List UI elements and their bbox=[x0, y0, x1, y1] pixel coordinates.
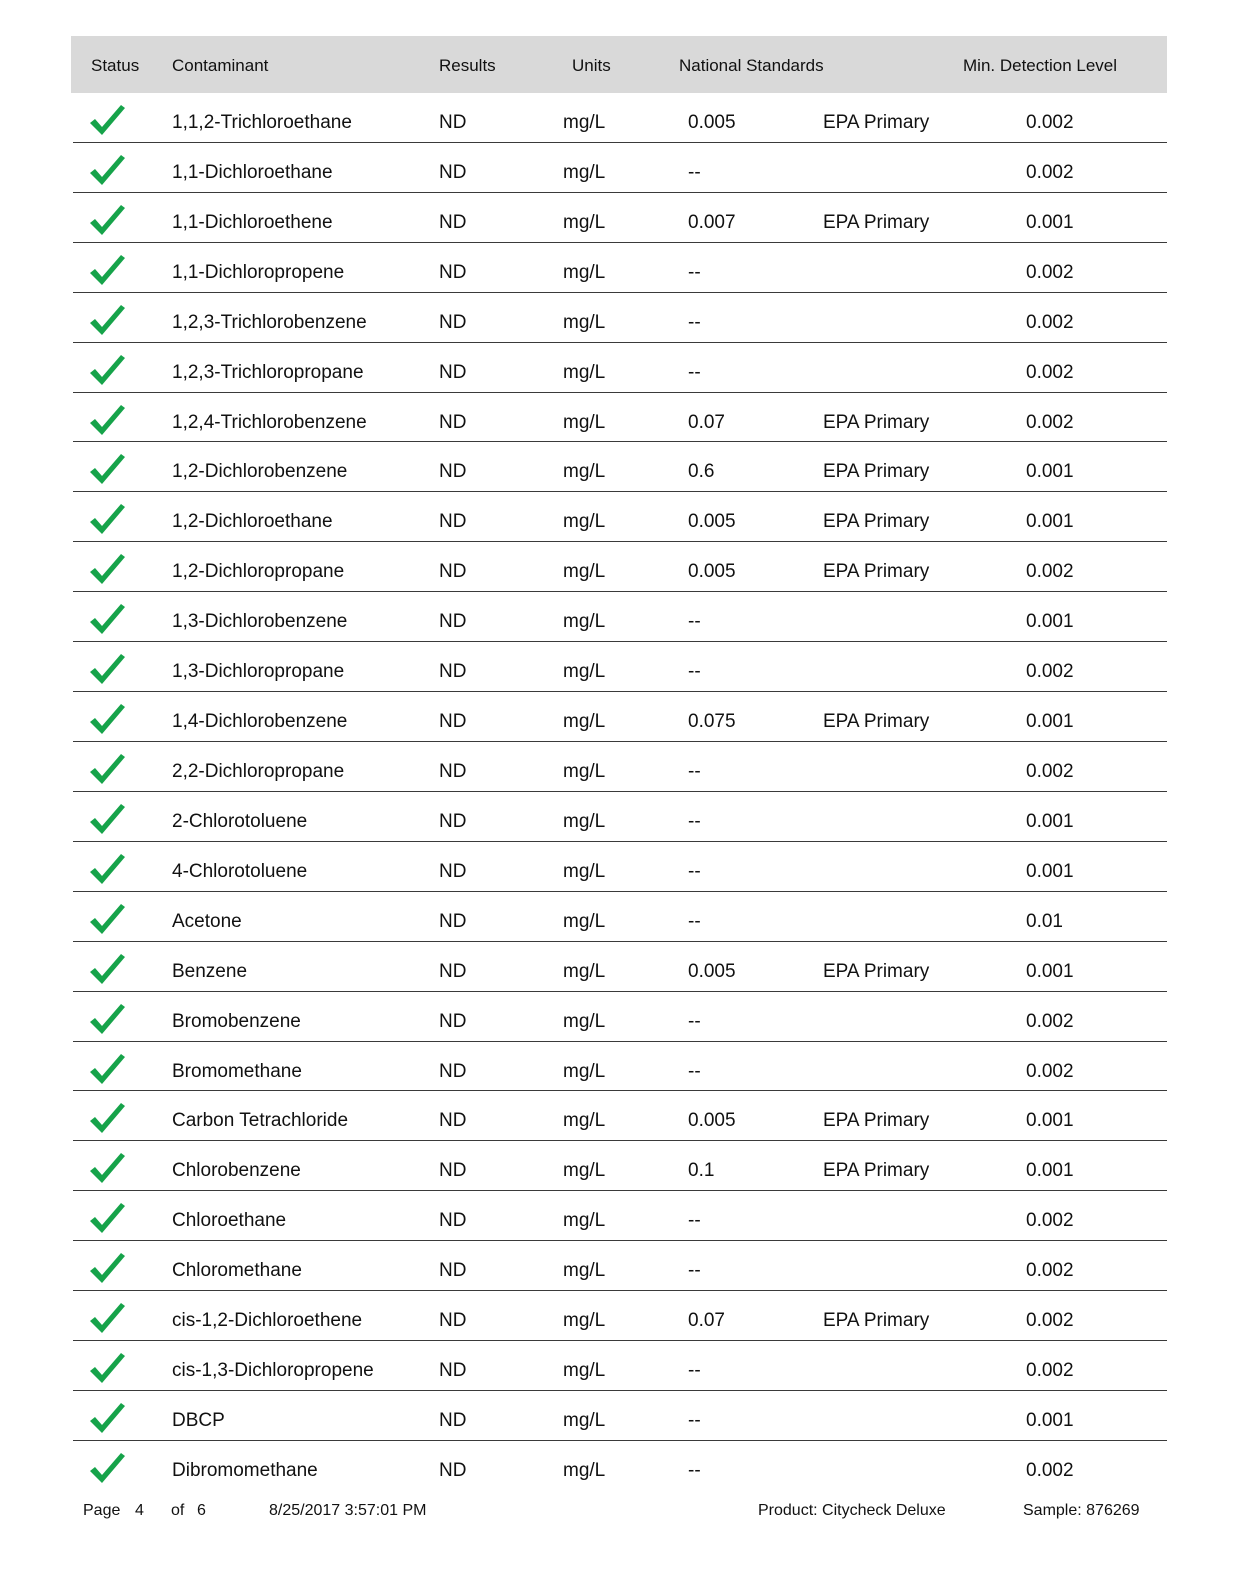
standard-value: -- bbox=[688, 1010, 701, 1032]
unit-value: mg/L bbox=[563, 910, 606, 932]
result-value: ND bbox=[439, 1210, 467, 1232]
result-value: ND bbox=[439, 760, 467, 782]
standard-value: -- bbox=[688, 261, 701, 283]
unit-value: mg/L bbox=[563, 1110, 606, 1132]
contaminant-name: 1,2-Dichlorobenzene bbox=[172, 461, 348, 483]
min-detection-level: 0.002 bbox=[1026, 311, 1074, 333]
unit-value: mg/L bbox=[563, 461, 606, 483]
table-row bbox=[73, 393, 1167, 443]
result-value: ND bbox=[439, 860, 467, 882]
min-detection-level: 0.001 bbox=[1026, 1409, 1074, 1431]
standard-value: 0.005 bbox=[688, 960, 736, 982]
table-row bbox=[73, 343, 1167, 393]
standard-value: 0.005 bbox=[688, 561, 736, 583]
table-row bbox=[73, 492, 1167, 542]
min-detection-level: 0.001 bbox=[1026, 711, 1074, 733]
table-row bbox=[73, 892, 1167, 942]
checkmark-icon bbox=[88, 1451, 126, 1485]
result-value: ND bbox=[439, 211, 467, 233]
unit-value: mg/L bbox=[563, 411, 606, 433]
standard-value: -- bbox=[688, 1360, 701, 1382]
header-national-standards: National Standards bbox=[679, 56, 824, 75]
contaminant-name: 1,2-Dichloropropane bbox=[172, 561, 345, 583]
checkmark-icon bbox=[88, 1151, 126, 1185]
min-detection-level: 0.002 bbox=[1026, 411, 1074, 433]
product-name: Product: Citycheck Deluxe bbox=[758, 1502, 946, 1519]
contaminant-name: 1,1,2-Trichloroethane bbox=[172, 112, 352, 133]
table-row bbox=[73, 792, 1167, 842]
checkmark-icon bbox=[88, 153, 126, 187]
min-detection-level: 0.002 bbox=[1026, 1210, 1074, 1232]
unit-value: mg/L bbox=[563, 161, 606, 183]
checkmark-icon bbox=[88, 1401, 126, 1435]
result-value: ND bbox=[439, 1360, 467, 1382]
standard-value: 0.005 bbox=[688, 1110, 736, 1132]
min-detection-level: 0.002 bbox=[1026, 1360, 1074, 1382]
unit-value: mg/L bbox=[563, 960, 606, 982]
contaminant-name: 1,2,4-Trichlorobenzene bbox=[172, 411, 367, 433]
checkmark-icon bbox=[88, 1201, 126, 1235]
result-value: ND bbox=[439, 1160, 467, 1182]
header-status: Status bbox=[91, 56, 140, 75]
table-row bbox=[73, 143, 1167, 193]
standard-value: 0.005 bbox=[688, 511, 736, 533]
table-header bbox=[71, 36, 1167, 93]
unit-value: mg/L bbox=[563, 1210, 606, 1232]
unit-value: mg/L bbox=[563, 1459, 606, 1481]
result-value: ND bbox=[439, 261, 467, 283]
result-value: ND bbox=[439, 511, 467, 533]
table-row bbox=[73, 193, 1167, 243]
min-detection-level: 0.001 bbox=[1026, 461, 1074, 483]
result-value: ND bbox=[439, 810, 467, 832]
page-number: 4 bbox=[135, 1502, 144, 1519]
standard-agency: EPA Primary bbox=[823, 511, 930, 533]
checkmark-icon bbox=[88, 852, 126, 886]
min-detection-level: 0.001 bbox=[1026, 211, 1074, 233]
checkmark-icon bbox=[88, 902, 126, 936]
checkmark-icon bbox=[88, 702, 126, 736]
result-value: ND bbox=[439, 461, 467, 483]
result-value: ND bbox=[439, 1409, 467, 1431]
contaminant-name: Dibromomethane bbox=[172, 1459, 318, 1481]
min-detection-level: 0.002 bbox=[1026, 561, 1074, 583]
result-value: ND bbox=[439, 411, 467, 433]
table-row bbox=[73, 1091, 1167, 1141]
result-value: ND bbox=[439, 561, 467, 583]
standard-value: -- bbox=[688, 661, 701, 683]
table-row bbox=[73, 442, 1167, 492]
min-detection-level: 0.001 bbox=[1026, 611, 1074, 633]
unit-value: mg/L bbox=[563, 1010, 606, 1032]
standard-value: -- bbox=[688, 611, 701, 633]
unit-value: mg/L bbox=[563, 211, 606, 233]
standard-agency: EPA Primary bbox=[823, 711, 930, 733]
contaminant-name: 1,1-Dichloroethene bbox=[172, 211, 333, 233]
table-row bbox=[73, 243, 1167, 293]
checkmark-icon bbox=[88, 802, 126, 836]
min-detection-level: 0.001 bbox=[1026, 511, 1074, 533]
standard-value: 0.07 bbox=[688, 411, 725, 433]
checkmark-icon bbox=[88, 1002, 126, 1036]
checkmark-icon bbox=[88, 452, 126, 486]
standard-value: -- bbox=[688, 1409, 701, 1431]
standard-agency: EPA Primary bbox=[823, 211, 930, 233]
min-detection-level: 0.001 bbox=[1026, 810, 1074, 832]
checkmark-icon bbox=[88, 552, 126, 586]
result-value: ND bbox=[439, 960, 467, 982]
min-detection-level: 0.001 bbox=[1026, 960, 1074, 982]
header-contaminant: Contaminant bbox=[172, 56, 269, 75]
checkmark-icon bbox=[88, 952, 126, 986]
standard-agency: EPA Primary bbox=[823, 1110, 930, 1132]
standard-agency: EPA Primary bbox=[823, 411, 930, 433]
table-row bbox=[73, 1241, 1167, 1291]
contaminant-name: Bromomethane bbox=[172, 1060, 302, 1082]
unit-value: mg/L bbox=[563, 1260, 606, 1282]
min-detection-level: 0.002 bbox=[1026, 1310, 1074, 1332]
contaminant-name: Carbon Tetrachloride bbox=[172, 1110, 349, 1132]
contaminant-name: 1,1-Dichloroethane bbox=[172, 161, 333, 183]
unit-value: mg/L bbox=[563, 1310, 606, 1332]
unit-value: mg/L bbox=[563, 810, 606, 832]
standard-value: -- bbox=[688, 311, 701, 333]
checkmark-icon bbox=[88, 303, 126, 337]
unit-value: mg/L bbox=[563, 1409, 606, 1431]
min-detection-level: 0.001 bbox=[1026, 860, 1074, 882]
sample-id: Sample: 876269 bbox=[1023, 1502, 1140, 1519]
contaminant-name: Chloroethane bbox=[172, 1210, 287, 1232]
unit-value: mg/L bbox=[563, 1060, 606, 1082]
checkmark-icon bbox=[88, 203, 126, 237]
unit-value: mg/L bbox=[563, 311, 606, 333]
min-detection-level: 0.001 bbox=[1026, 1160, 1074, 1182]
table-row bbox=[73, 93, 1167, 143]
result-value: ND bbox=[439, 1260, 467, 1282]
min-detection-level: 0.002 bbox=[1026, 760, 1074, 782]
table-row bbox=[73, 992, 1167, 1042]
checkmark-icon bbox=[88, 502, 126, 536]
checkmark-icon bbox=[88, 1101, 126, 1135]
table-row bbox=[73, 1441, 1167, 1491]
min-detection-level: 0.001 bbox=[1026, 1110, 1074, 1132]
standard-agency: EPA Primary bbox=[823, 561, 930, 583]
result-value: ND bbox=[439, 161, 467, 183]
checkmark-icon bbox=[88, 1052, 126, 1086]
standard-value: -- bbox=[688, 760, 701, 782]
table-row bbox=[73, 1391, 1167, 1441]
contaminant-name: 1,2-Dichloroethane bbox=[172, 511, 333, 533]
unit-value: mg/L bbox=[563, 112, 606, 133]
result-value: ND bbox=[439, 1010, 467, 1032]
result-value: ND bbox=[439, 1459, 467, 1481]
contaminant-name: 1,4-Dichlorobenzene bbox=[172, 711, 348, 733]
standard-value: 0.07 bbox=[688, 1310, 725, 1332]
contaminant-name: Chloromethane bbox=[172, 1260, 302, 1282]
table-row bbox=[73, 1191, 1167, 1241]
standard-value: 0.1 bbox=[688, 1160, 715, 1182]
standard-value: -- bbox=[688, 161, 701, 183]
unit-value: mg/L bbox=[563, 711, 606, 733]
table-row bbox=[73, 692, 1167, 742]
result-value: ND bbox=[439, 661, 467, 683]
checkmark-icon bbox=[88, 1251, 126, 1285]
standard-agency: EPA Primary bbox=[823, 960, 930, 982]
of-label: of bbox=[171, 1502, 185, 1519]
standard-value: -- bbox=[688, 860, 701, 882]
standard-value: 0.007 bbox=[688, 211, 736, 233]
checkmark-icon bbox=[88, 1351, 126, 1385]
unit-value: mg/L bbox=[563, 760, 606, 782]
header-units: Units bbox=[572, 56, 611, 75]
min-detection-level: 0.002 bbox=[1026, 1060, 1074, 1082]
result-value: ND bbox=[439, 711, 467, 733]
contaminant-name: Benzene bbox=[172, 960, 248, 982]
standard-agency: EPA Primary bbox=[823, 461, 930, 483]
min-detection-level: 0.002 bbox=[1026, 1260, 1074, 1282]
checkmark-icon bbox=[88, 752, 126, 786]
contaminant-name: Bromobenzene bbox=[172, 1010, 301, 1032]
min-detection-level: 0.002 bbox=[1026, 1010, 1074, 1032]
header-min-detection-level: Min. Detection Level bbox=[963, 56, 1118, 75]
unit-value: mg/L bbox=[563, 661, 606, 683]
result-value: ND bbox=[439, 1060, 467, 1082]
results-table bbox=[0, 93, 1256, 1491]
table-row bbox=[73, 293, 1167, 343]
contaminant-name: 1,2,3-Trichlorobenzene bbox=[172, 311, 367, 333]
min-detection-level: 0.002 bbox=[1026, 1459, 1074, 1481]
min-detection-level: 0.002 bbox=[1026, 161, 1074, 183]
min-detection-level: 0.002 bbox=[1026, 261, 1074, 283]
result-value: ND bbox=[439, 611, 467, 633]
standard-value: 0.075 bbox=[688, 711, 736, 733]
min-detection-level: 0.002 bbox=[1026, 361, 1074, 383]
contaminant-name: cis-1,3-Dichloropropene bbox=[172, 1360, 374, 1382]
header-results: Results bbox=[439, 56, 496, 75]
table-row bbox=[73, 742, 1167, 792]
standard-agency: EPA Primary bbox=[823, 112, 930, 133]
table-row bbox=[73, 942, 1167, 992]
result-value: ND bbox=[439, 112, 467, 133]
result-value: ND bbox=[439, 1310, 467, 1332]
table-row bbox=[73, 1042, 1167, 1092]
result-value: ND bbox=[439, 1110, 467, 1132]
standard-value: 0.6 bbox=[688, 461, 715, 483]
contaminant-name: 4-Chlorotoluene bbox=[172, 860, 308, 882]
checkmark-icon bbox=[88, 602, 126, 636]
page-footer bbox=[0, 1496, 1256, 1526]
checkmark-icon bbox=[88, 253, 126, 287]
unit-value: mg/L bbox=[563, 611, 606, 633]
contaminant-name: Acetone bbox=[172, 910, 242, 932]
checkmark-icon bbox=[88, 103, 126, 137]
standard-value: -- bbox=[688, 1260, 701, 1282]
standard-value: 0.005 bbox=[688, 112, 736, 133]
min-detection-level: 0.002 bbox=[1026, 661, 1074, 683]
standard-value: -- bbox=[688, 361, 701, 383]
contaminant-name: cis-1,2-Dichloroethene bbox=[172, 1310, 363, 1332]
standard-value: -- bbox=[688, 910, 701, 932]
min-detection-level: 0.01 bbox=[1026, 910, 1063, 932]
table-row bbox=[73, 1141, 1167, 1191]
table-row bbox=[73, 1291, 1167, 1341]
contaminant-name: 1,3-Dichloropropane bbox=[172, 661, 345, 683]
standard-value: -- bbox=[688, 810, 701, 832]
unit-value: mg/L bbox=[563, 1160, 606, 1182]
contaminant-name: 2,2-Dichloropropane bbox=[172, 760, 345, 782]
checkmark-icon bbox=[88, 652, 126, 686]
contaminant-name: Chlorobenzene bbox=[172, 1160, 301, 1182]
standard-value: -- bbox=[688, 1210, 701, 1232]
unit-value: mg/L bbox=[563, 511, 606, 533]
unit-value: mg/L bbox=[563, 561, 606, 583]
checkmark-icon bbox=[88, 403, 126, 437]
standard-value: -- bbox=[688, 1060, 701, 1082]
page-total: 6 bbox=[197, 1502, 206, 1519]
standard-agency: EPA Primary bbox=[823, 1310, 930, 1332]
result-value: ND bbox=[439, 910, 467, 932]
table-row bbox=[73, 542, 1167, 592]
checkmark-icon bbox=[88, 1301, 126, 1335]
contaminant-name: 2-Chlorotoluene bbox=[172, 810, 308, 832]
unit-value: mg/L bbox=[563, 860, 606, 882]
min-detection-level: 0.002 bbox=[1026, 112, 1074, 133]
table-row bbox=[73, 1341, 1167, 1391]
result-value: ND bbox=[439, 361, 467, 383]
page-label: Page bbox=[83, 1502, 121, 1519]
contaminant-name: DBCP bbox=[172, 1409, 225, 1431]
unit-value: mg/L bbox=[563, 361, 606, 383]
report-timestamp: 8/25/2017 3:57:01 PM bbox=[269, 1502, 427, 1519]
contaminant-name: 1,3-Dichlorobenzene bbox=[172, 611, 348, 633]
table-row bbox=[73, 592, 1167, 642]
standard-agency: EPA Primary bbox=[823, 1160, 930, 1182]
result-value: ND bbox=[439, 311, 467, 333]
table-row bbox=[73, 642, 1167, 692]
contaminant-name: 1,1-Dichloropropene bbox=[172, 261, 345, 283]
checkmark-icon bbox=[88, 353, 126, 387]
standard-value: -- bbox=[688, 1459, 701, 1481]
unit-value: mg/L bbox=[563, 261, 606, 283]
contaminant-name: 1,2,3-Trichloropropane bbox=[172, 361, 364, 383]
table-row bbox=[73, 842, 1167, 892]
unit-value: mg/L bbox=[563, 1360, 606, 1382]
